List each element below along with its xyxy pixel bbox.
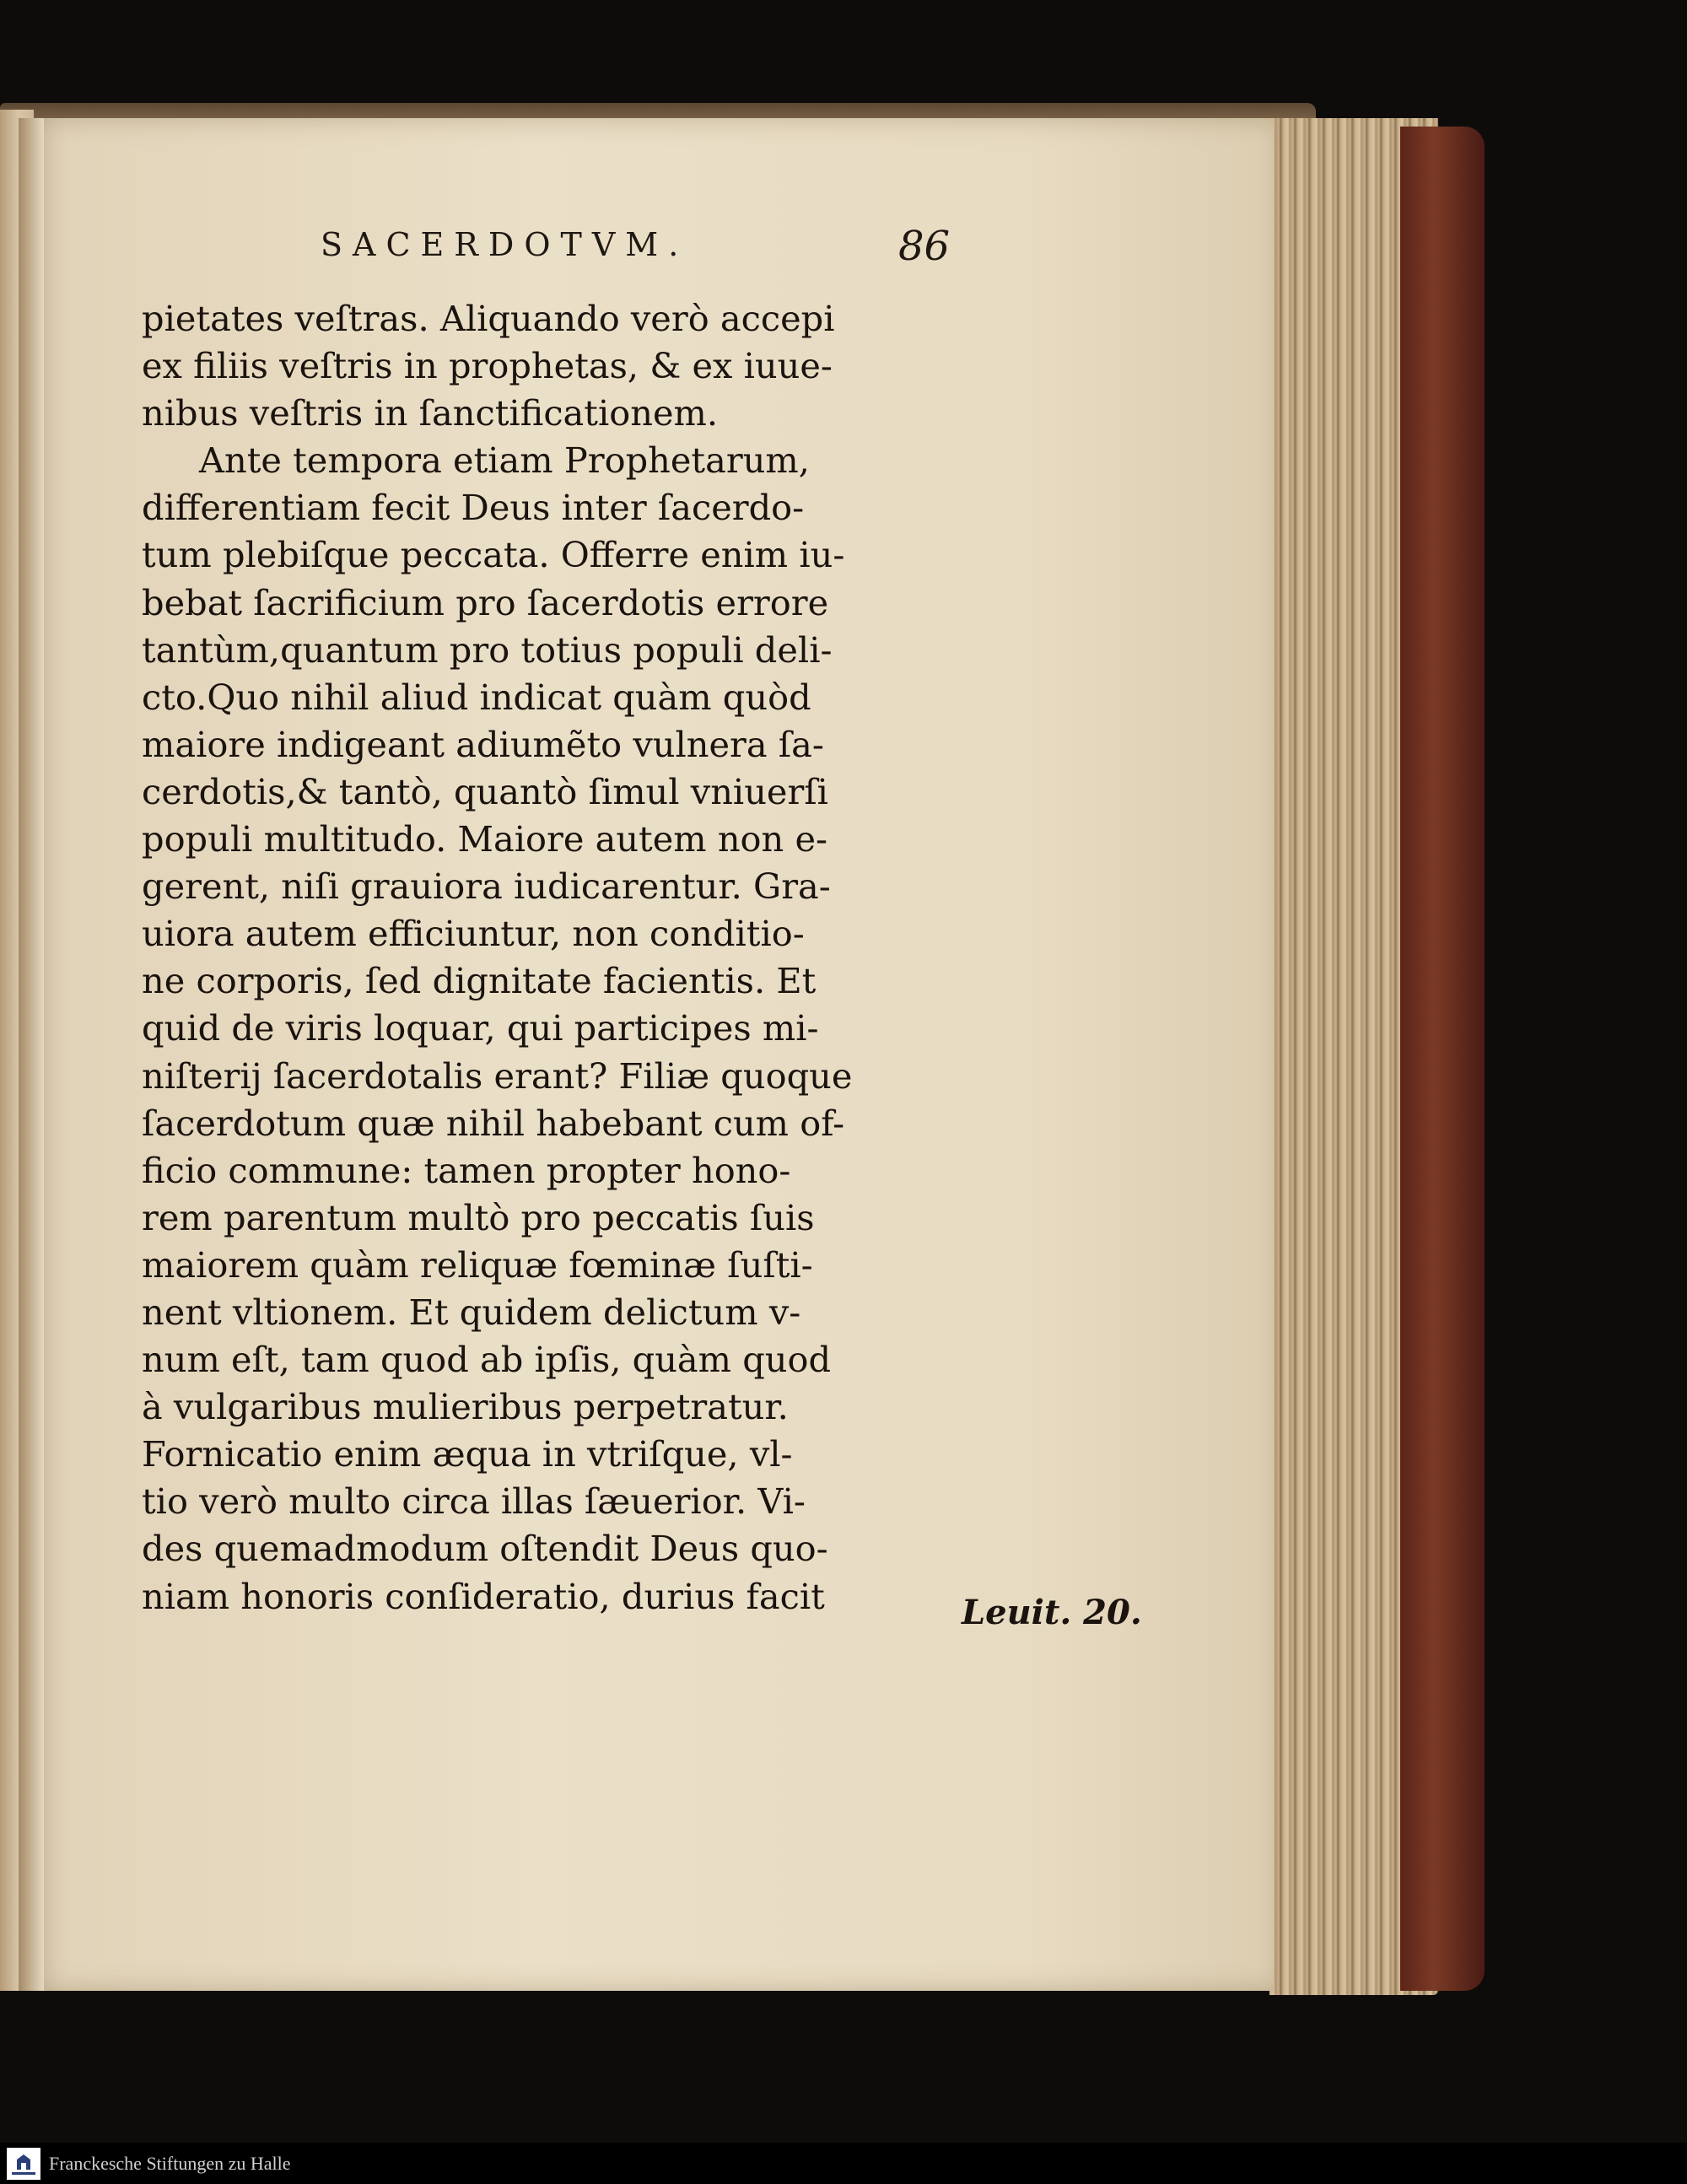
text-line: niam honoris conſideratio, durius facit [142,1575,825,1617]
page-number: 86 [898,223,951,270]
body-text [142,295,951,1620]
text-line: tio verò multo circa illas ſæuerior. Vi- [142,1480,806,1523]
text-line: rem parentum multò pro peccatis ſuis [142,1196,815,1238]
text-line: tum plebiſque peccata. Offerre enim iu- [142,534,845,576]
marginal-note: Leuit. 20. [962,1593,1142,1632]
text-line: quid de viris loquar, qui participes mi- [142,1007,819,1049]
text-line: tantùm,quantum pro totius populi deli- [142,628,833,671]
text-line: Ante tempora etiam Prophetarum, [199,439,810,482]
text-line: num eſt, tam quod ab ipſis, quàm quod [142,1339,832,1381]
text-line: cto.Quo nihil aliud indicat quàm quòd [142,676,811,718]
book-cover-edge [1400,127,1485,1991]
running-head-title: SACERDOTVM. [321,226,689,263]
text-line: cerdotis,& tantò, quantò ſimul vniuerſi [142,770,828,812]
text-line: des quemadmodum oſtendit Deus quo- [142,1528,828,1570]
text-line: ne corporis, ſed dignitate facientis. Et [142,960,817,1002]
text-line: pietates veſtras. Aliquando verò accepi [142,298,835,339]
text-line: differentiam fecit Deus inter ſacerdo- [142,487,805,529]
institution-name: Franckesche Stiftungen zu Halle [49,2153,291,2174]
text-line: ex filiis veſtris in prophetas, & ex iuue- [142,345,833,387]
text-line: bebat ſacrificium pro ſacerdotis errore [142,581,829,623]
text-line: nibus veſtris in ſanctificationem. [142,392,719,434]
text-line: à vulgaribus mulieribus perpetratur. [142,1386,789,1428]
text-line: uiora autem efficiuntur, non conditio- [142,913,805,955]
text-line: ſacerdotum quæ nihil habebant cum of- [142,1102,845,1144]
gutter-shadow [19,118,44,1991]
footer-bar [0,2143,1687,2184]
text-line: maiore indigeant adiumẽto vulnera ſa- [142,723,824,765]
text-line: nent vltionem. Et quidem delictum v- [142,1291,801,1333]
text-line: niſterij ſacerdotalis erant? Filiæ quoque [142,1054,853,1097]
text-line: gerent, niſi grauiora iudicarentur. Gra- [142,866,831,908]
text-line: ficio commune: tamen propter hono- [142,1149,791,1191]
text-line: populi multitudo. Maiore autem non e- [142,818,828,860]
text-line: Fornicatio enim æqua in vtriſque, vl- [142,1433,793,1475]
institution-logo-icon [7,2148,40,2180]
running-head [202,223,962,277]
text-line: maiorem quàm reliquæ fœminæ ſuſti- [142,1243,813,1286]
